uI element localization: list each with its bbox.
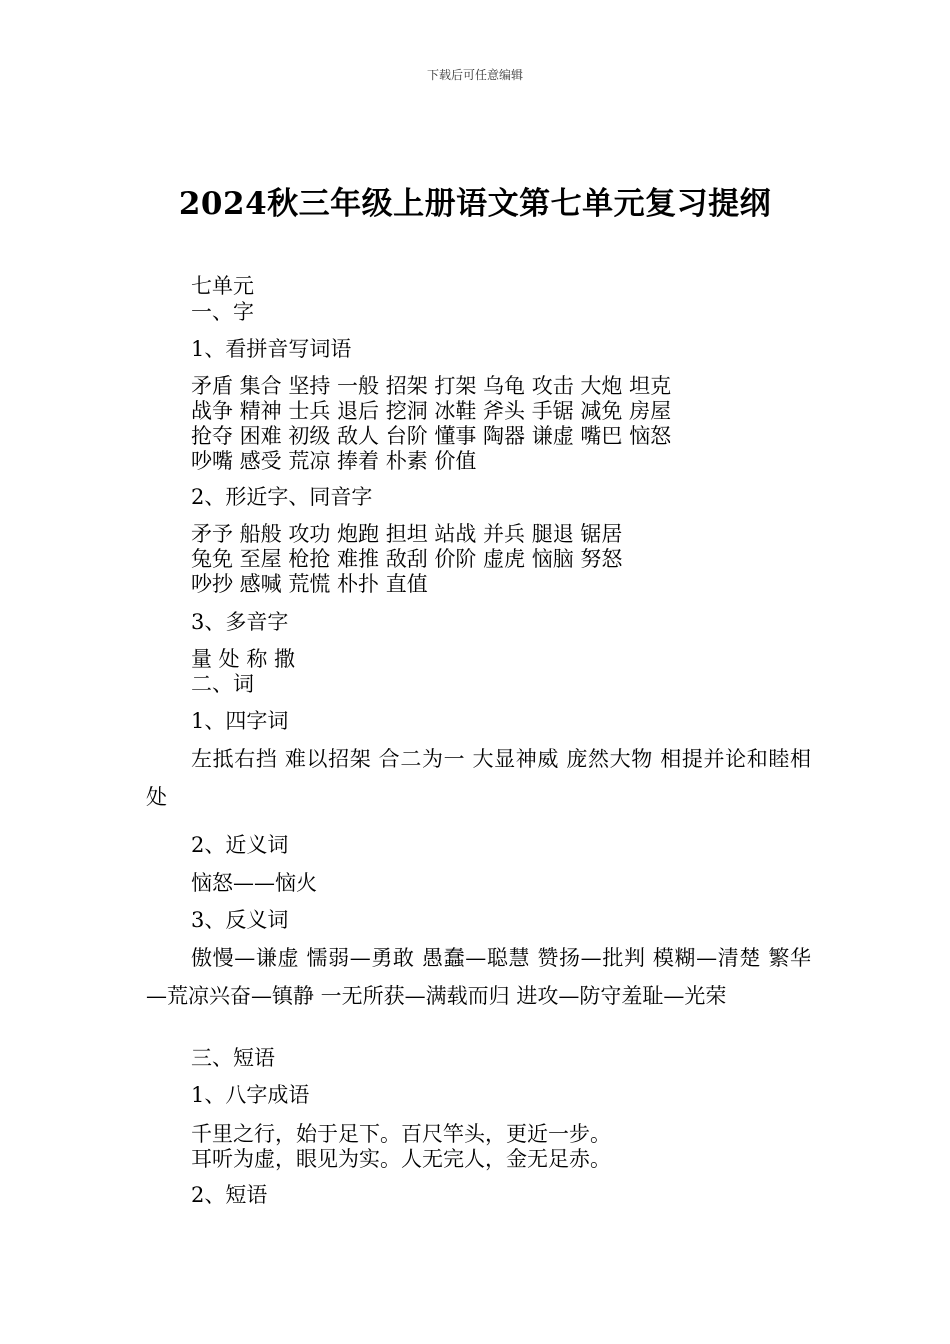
word-line: 吵嘴 感受 荒凉 捧着 朴素 价值 <box>191 449 477 473</box>
section-heading-characters: 一、字 <box>191 300 254 324</box>
document-title: 2024秋三年级上册语文第七单元复习提纲 <box>178 186 772 222</box>
word-line: 量 处 称 撒 <box>191 647 296 671</box>
subheading-phrases: 2、短语 <box>191 1183 268 1207</box>
word-line: 矛盾 集合 坚持 一般 招架 打架 乌龟 攻击 大炮 坦克 <box>191 374 672 398</box>
idiom-line: 千里之行，始于足下。百尺竿头，更近一步。 <box>191 1122 611 1146</box>
word-line: 吵抄 感喊 荒慌 朴扑 直值 <box>191 572 428 596</box>
unit-label: 七单元 <box>191 274 254 298</box>
subheading-synonyms: 2、近义词 <box>191 833 289 857</box>
subheading-four-character-words: 1、四字词 <box>191 709 289 733</box>
subheading-pinyin-words: 1、看拼音写词语 <box>191 337 352 361</box>
word-line: 矛予 船般 攻功 炮跑 担坦 站战 并兵 腿退 锯居 <box>191 522 623 546</box>
subheading-polyphones: 3、多音字 <box>191 610 289 634</box>
word-line: 兔免 至屋 枪抢 难推 敌刮 价阶 虚虎 恼脑 努怒 <box>191 547 623 571</box>
antonyms-paragraph: 傲慢—谦虚 懦弱—勇敢 愚蠢—聪慧 赞扬—批判 模糊—清楚 繁华—荒凉兴奋—镇静 一无所获—满载而归 进攻—防守羞耻—光荣 <box>146 946 811 1008</box>
four-character-words-paragraph: 左抵右挡 难以招架 合二为一 大显神威 庞然大物 相提并论和睦相处 <box>146 747 811 809</box>
section-heading-words: 二、词 <box>191 672 254 696</box>
subheading-idioms: 1、八字成语 <box>191 1083 310 1107</box>
page-header: 下载后可任意编辑 <box>426 68 523 82</box>
subheading-antonyms: 3、反义词 <box>191 908 289 932</box>
subheading-similar-characters: 2、形近字、同音字 <box>191 485 373 509</box>
section-heading-phrases: 三、短语 <box>191 1046 275 1070</box>
idiom-line: 耳听为虚，眼见为实。人无完人，金无足赤。 <box>191 1147 611 1171</box>
word-line: 战争 精神 士兵 退后 挖洞 冰鞋 斧头 手锯 减免 房屋 <box>191 399 672 423</box>
word-line: 恼怒——恼火 <box>191 871 317 895</box>
word-line: 抢夺 困难 初级 敌人 台阶 懂事 陶器 谦虚 嘴巴 恼怒 <box>191 424 672 448</box>
